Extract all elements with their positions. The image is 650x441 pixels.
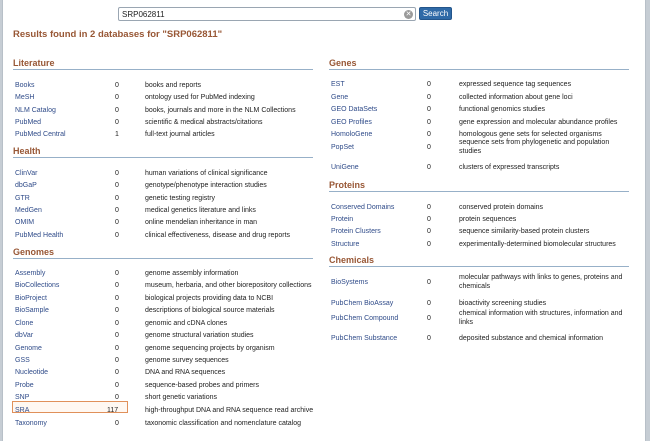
database-link[interactable]: Nucleotide bbox=[15, 369, 49, 376]
database-description: homologous gene sets for selected organisms bbox=[459, 131, 602, 138]
database-row-pubmed-health bbox=[15, 230, 313, 242]
database-link[interactable]: SRA bbox=[15, 407, 30, 414]
database-description: expressed sequence tag sequences bbox=[459, 81, 572, 88]
database-link[interactable]: PubMed Health bbox=[15, 232, 64, 239]
result-count[interactable]: 0 bbox=[115, 369, 119, 376]
database-row-gss bbox=[15, 355, 313, 367]
database-description: bioactivity screening studies bbox=[459, 300, 547, 307]
database-description: protein sequences bbox=[459, 216, 517, 223]
result-count[interactable]: 0 bbox=[427, 335, 431, 342]
database-description: books and reports bbox=[145, 82, 202, 89]
database-description: gene expression and molecular abundance profiles bbox=[459, 119, 618, 126]
database-row-geo-datasets bbox=[331, 104, 629, 116]
search-input[interactable] bbox=[122, 8, 402, 20]
database-link[interactable]: Genome bbox=[15, 345, 42, 352]
database-link[interactable]: Structure bbox=[331, 241, 360, 248]
result-count[interactable]: 0 bbox=[115, 94, 119, 101]
database-link[interactable]: GTR bbox=[15, 195, 30, 202]
section-title-literature: Literature bbox=[13, 58, 313, 70]
database-description: ontology used for PubMed indexing bbox=[145, 94, 255, 101]
database-description: functional genomics studies bbox=[459, 106, 545, 113]
database-row-biosystems bbox=[331, 273, 629, 293]
database-description: genome survey sequences bbox=[145, 357, 229, 364]
database-link[interactable]: BioProject bbox=[15, 295, 47, 302]
database-description: molecular pathways with links to genes, proteins and chemicals bbox=[459, 274, 623, 290]
result-count[interactable]: 0 bbox=[427, 131, 431, 138]
result-count[interactable]: 0 bbox=[427, 315, 431, 322]
database-description: clusters of expressed transcripts bbox=[459, 164, 560, 171]
database-description: genomic and cDNA clones bbox=[145, 320, 228, 327]
database-link[interactable]: Books bbox=[15, 82, 35, 89]
database-description: books, journals and more in the NLM Collections bbox=[145, 107, 296, 114]
result-count[interactable]: 0 bbox=[427, 204, 431, 211]
result-count[interactable]: 0 bbox=[115, 119, 119, 126]
database-row-bioproject bbox=[15, 293, 313, 305]
database-link[interactable]: GEO DataSets bbox=[331, 106, 378, 113]
database-description: sequence sets from phylogenetic and population studies bbox=[459, 139, 610, 155]
result-count[interactable]: 0 bbox=[427, 300, 431, 307]
result-count[interactable]: 0 bbox=[427, 279, 431, 286]
result-count[interactable]: 0 bbox=[115, 232, 119, 239]
result-count[interactable]: 0 bbox=[115, 107, 119, 114]
database-description: medical genetics literature and links bbox=[145, 207, 256, 214]
database-row-nucleotide bbox=[15, 367, 313, 379]
database-link[interactable]: MeSH bbox=[15, 94, 35, 101]
result-count[interactable]: 0 bbox=[115, 270, 119, 277]
database-row-sra bbox=[15, 405, 313, 417]
database-description: experimentally-determined biomolecular structures bbox=[459, 241, 616, 248]
database-row-probe bbox=[15, 380, 313, 392]
database-description: conserved protein domains bbox=[459, 204, 544, 211]
database-row-popset bbox=[331, 138, 629, 158]
database-link[interactable]: GSS bbox=[15, 357, 30, 364]
database-link[interactable]: PubMed bbox=[15, 119, 42, 126]
database-link[interactable]: Protein bbox=[331, 216, 354, 223]
database-description: scientific & medical abstracts/citations bbox=[145, 119, 263, 126]
database-link[interactable]: BioSystems bbox=[331, 279, 368, 286]
result-count[interactable]: 0 bbox=[115, 295, 119, 302]
result-count[interactable]: 0 bbox=[427, 81, 431, 88]
database-link[interactable]: NLM Catalog bbox=[15, 107, 56, 114]
database-link[interactable]: Probe bbox=[15, 382, 34, 389]
database-row-biocollections bbox=[15, 280, 313, 292]
database-description: online mendelian inheritance in man bbox=[145, 219, 258, 226]
database-link[interactable]: Protein Clusters bbox=[331, 228, 381, 235]
database-description: genetic testing registry bbox=[145, 195, 216, 202]
database-description: taxonomic classification and nomenclature catalog bbox=[145, 420, 302, 427]
result-count[interactable]: 0 bbox=[427, 94, 431, 101]
database-description: genome assembly information bbox=[145, 270, 239, 277]
database-row-clone bbox=[15, 318, 313, 330]
database-link[interactable]: GEO Profiles bbox=[331, 119, 372, 126]
database-row-clinvar bbox=[15, 168, 313, 180]
section-title-health: Health bbox=[13, 146, 313, 158]
database-link[interactable]: PubChem BioAssay bbox=[331, 300, 394, 307]
result-count[interactable]: 0 bbox=[115, 282, 119, 289]
result-count[interactable]: 0 bbox=[427, 119, 431, 126]
database-description: genome structural variation studies bbox=[145, 332, 254, 339]
result-count[interactable]: 0 bbox=[115, 307, 119, 314]
database-row-dbvar bbox=[15, 330, 313, 342]
database-description: collected information about gene loci bbox=[459, 94, 573, 101]
database-description: DNA and RNA sequences bbox=[145, 369, 226, 376]
result-count[interactable]: 0 bbox=[115, 382, 119, 389]
result-count[interactable]: 0 bbox=[115, 207, 119, 214]
database-description: high-throughput DNA and RNA sequence read archive bbox=[145, 407, 314, 414]
database-row-genome bbox=[15, 343, 313, 355]
database-row-omim bbox=[15, 217, 313, 229]
database-link[interactable]: HomoloGene bbox=[331, 131, 373, 138]
result-count[interactable]: 0 bbox=[115, 332, 119, 339]
database-row-protein bbox=[331, 214, 629, 226]
database-row-assembly bbox=[15, 268, 313, 280]
database-description: short genetic variations bbox=[145, 394, 217, 401]
section-title-chemicals: Chemicals bbox=[329, 255, 629, 267]
result-count[interactable]: 117 bbox=[107, 407, 119, 414]
database-row-taxonomy bbox=[15, 418, 313, 430]
database-link[interactable]: PubChem Compound bbox=[331, 315, 399, 322]
result-count[interactable]: 0 bbox=[115, 357, 119, 364]
database-link[interactable]: ClinVar bbox=[15, 170, 38, 177]
results-page bbox=[2, 0, 646, 441]
result-count[interactable]: 0 bbox=[427, 144, 431, 151]
database-row-medgen bbox=[15, 205, 313, 217]
result-count[interactable]: 0 bbox=[115, 320, 119, 327]
result-count[interactable]: 0 bbox=[115, 182, 119, 189]
database-link[interactable]: PubMed Central bbox=[15, 131, 66, 138]
database-row-snp bbox=[15, 392, 313, 404]
database-row-mesh bbox=[15, 92, 313, 104]
search-button[interactable]: Search bbox=[419, 7, 452, 20]
database-description: clinical effectiveness, disease and drug reports bbox=[145, 232, 291, 239]
database-link[interactable]: dbVar bbox=[15, 332, 34, 339]
search-box[interactable] bbox=[118, 7, 416, 21]
database-row-gene bbox=[331, 92, 629, 104]
database-link[interactable]: Assembly bbox=[15, 270, 46, 277]
result-count[interactable]: 0 bbox=[427, 241, 431, 248]
database-row-est bbox=[331, 79, 629, 91]
database-row-pubchem-substance bbox=[331, 333, 629, 345]
result-count[interactable]: 0 bbox=[115, 345, 119, 352]
database-link[interactable]: EST bbox=[331, 81, 345, 88]
result-count[interactable]: 0 bbox=[427, 106, 431, 113]
section-title-genes: Genes bbox=[329, 58, 629, 70]
database-row-unigene bbox=[331, 162, 629, 174]
database-description: deposited substance and chemical information bbox=[459, 335, 603, 342]
result-count[interactable]: 0 bbox=[427, 164, 431, 171]
result-count[interactable]: 0 bbox=[115, 219, 119, 226]
database-description: full-text journal articles bbox=[145, 131, 215, 138]
section-title-proteins: Proteins bbox=[329, 180, 629, 192]
database-description: biological projects providing data to NCBI bbox=[145, 295, 274, 302]
result-count[interactable]: 0 bbox=[115, 394, 119, 401]
database-description: descriptions of biological source materials bbox=[145, 307, 275, 314]
database-row-pubmed bbox=[15, 117, 313, 129]
results-heading: Results found in 2 databases for "SRP062811" bbox=[13, 29, 223, 40]
database-description: genome sequencing projects by organism bbox=[145, 345, 275, 352]
database-link[interactable]: BioCollections bbox=[15, 282, 60, 289]
database-link[interactable]: PopSet bbox=[331, 144, 354, 151]
database-description: sequence similarity-based protein clusters bbox=[459, 228, 590, 235]
database-link[interactable]: SNP bbox=[15, 394, 30, 401]
database-row-biosample bbox=[15, 305, 313, 317]
database-row-pubmed-central bbox=[15, 129, 313, 141]
database-row-dbgap bbox=[15, 180, 313, 192]
database-row-geo-profiles bbox=[331, 117, 629, 129]
database-description: human variations of clinical significance bbox=[145, 170, 268, 177]
result-count[interactable]: 0 bbox=[115, 82, 119, 89]
result-count[interactable]: 0 bbox=[115, 170, 119, 177]
database-link[interactable]: dbGaP bbox=[15, 182, 37, 189]
database-link[interactable]: BioSample bbox=[15, 307, 49, 314]
database-row-structure bbox=[331, 239, 629, 251]
result-count[interactable]: 0 bbox=[427, 216, 431, 223]
database-description: genotype/phenotype interaction studies bbox=[145, 182, 267, 189]
database-description: sequence-based probes and primers bbox=[145, 382, 260, 389]
result-count[interactable]: 1 bbox=[115, 131, 119, 138]
database-link[interactable]: Gene bbox=[331, 94, 349, 101]
database-row-protein-clusters bbox=[331, 226, 629, 238]
section-title-genomes: Genomes bbox=[13, 247, 313, 259]
database-link[interactable]: Clone bbox=[15, 320, 34, 327]
database-row-gtr bbox=[15, 193, 313, 205]
database-link[interactable]: Conserved Domains bbox=[331, 204, 395, 211]
database-link[interactable]: PubChem Substance bbox=[331, 335, 398, 342]
database-description: chemical information with structures, information and links bbox=[459, 310, 623, 326]
database-link[interactable]: UniGene bbox=[331, 164, 359, 171]
database-link[interactable]: MedGen bbox=[15, 207, 42, 214]
clear-search-icon[interactable]: ✕ bbox=[405, 11, 412, 18]
database-row-nlm-catalog bbox=[15, 105, 313, 117]
database-link[interactable]: Taxonomy bbox=[15, 420, 47, 427]
database-row-conserved-domains bbox=[331, 202, 629, 214]
result-count[interactable]: 0 bbox=[115, 420, 119, 427]
database-row-books bbox=[15, 80, 313, 92]
database-row-pubchem-compound bbox=[331, 309, 629, 329]
result-count[interactable]: 0 bbox=[427, 228, 431, 235]
result-count[interactable]: 0 bbox=[115, 195, 119, 202]
database-link[interactable]: OMIM bbox=[15, 219, 35, 226]
database-description: museum, herbaria, and other biorepository collections bbox=[145, 282, 312, 289]
